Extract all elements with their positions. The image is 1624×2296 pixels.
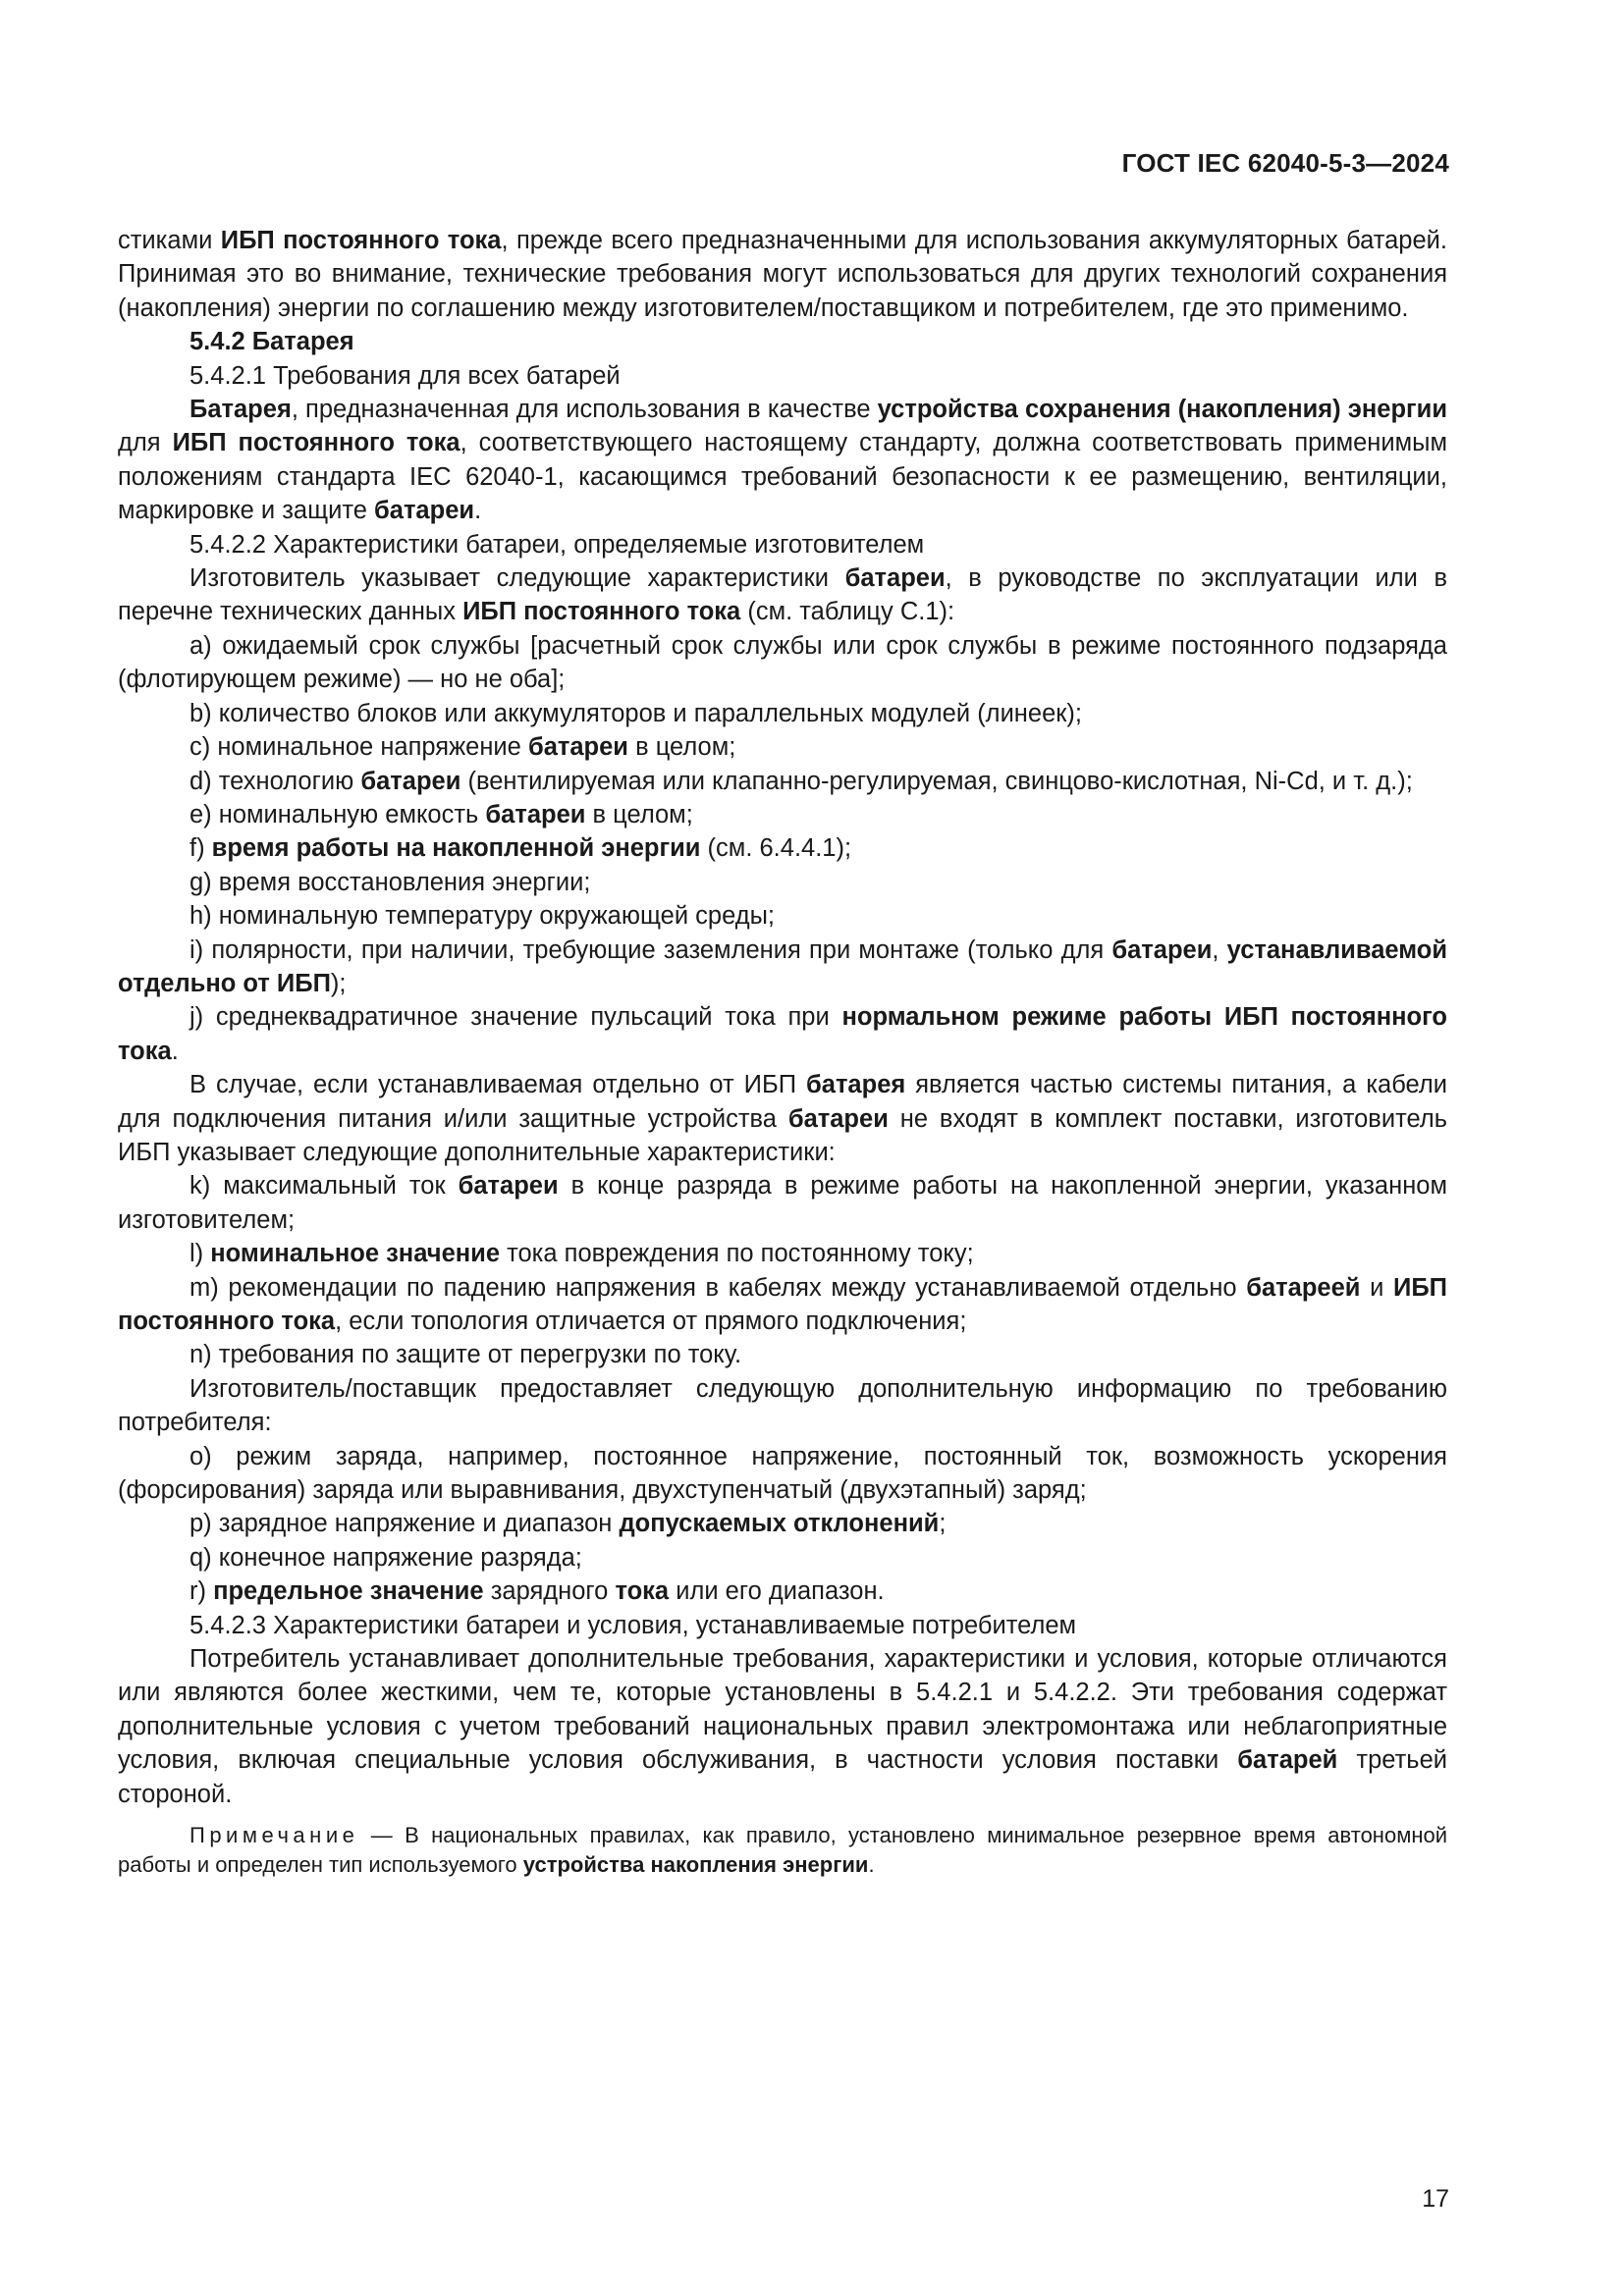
list-item-j: j) среднеквадратичное значение пульсаций тока при нормальном режиме работы ИБП постоянного тока.	[118, 1003, 1447, 1065]
subsection-heading-5-4-2-3: 5.4.2.3 Характеристики батареи и условия, устанавливаемые потребителем	[189, 1611, 1077, 1639]
note-label: Примечание	[189, 1823, 359, 1848]
subsection-heading-5-4-2-1: 5.4.2.1 Требования для всех батарей	[189, 361, 621, 390]
list-item-l: l) номинальное значение тока повреждения по постоянному току;	[189, 1240, 974, 1268]
paragraph-battery-requirements: Батарея, предназначенная для использования в качестве устройства сохранения (накопления) энергии для ИБП постоянного тока, соответствующего настоящему стандарту, должна соответствовать применимым положениям стандарта IEC 62040-1, касающимся требований безопасности к ее размещению, вентиляции, маркировке и защите батареи.	[118, 396, 1448, 525]
list-item-m: m) рекомендации по падению напряжения в кабелях между устанавливаемой отдельно батареей и ИБП постоянного тока, если топология отличается от прямого подключения;	[118, 1273, 1447, 1335]
list-item-d: d) технологию батареи (вентилируемая или клапанно-регулируемая, свинцово-кислотная, Ni-Cd, и т. д.);	[189, 767, 1413, 795]
document-body	[118, 224, 1447, 1880]
list-item-r: r) предельное значение зарядного тока или его диапазон.	[189, 1577, 885, 1606]
list-item-f: f) время работы на накопленной энергии (см. 6.4.4.1);	[189, 834, 852, 863]
list-item-h: h) номинальную температуру окружающей среды;	[189, 902, 776, 931]
paragraph-consumer-requirements: Потребитель устанавливает дополнительные требования, характеристики и условия, которые отличаются или являются более жесткими, чем те, которые установлены в 5.4.2.1 и 5.4.2.2. Эти требования содержат дополнительные условия с учетом требований национальных правил электромонтажа или неблагоприятные условия, включая специальные условия обслуживания, в частности условия поставки батарей третьей стороной.	[118, 1645, 1448, 1808]
list-item-q: q) конечное напряжение разряда;	[189, 1543, 582, 1572]
page-number: 17	[1422, 2185, 1449, 2213]
list-item-c: c) номинальное напряжение батареи в целом;	[189, 733, 736, 762]
list-item-n: n) требования по защите от перегрузки по току.	[189, 1341, 742, 1369]
paragraph-separate-battery: В случае, если устанавливаемая отдельно от ИБП батарея является частью системы питания, а кабели для подключения питания и/или защитные устройства батареи не входят в комплект поставки, изготовитель ИБП указывает следующие дополнительные характеристики:	[118, 1071, 1447, 1166]
list-item-k: k) максимальный ток батареи в конце разряда в режиме работы на накопленной энергии, указанном изготовителем;	[118, 1172, 1447, 1234]
note: Примечание — В национальных правилах, как правило, установлено минимальное резервное время автономной работы и определен тип используемого устройства накопления энергии.	[118, 1823, 1447, 1878]
paragraph-continuation: стиками ИБП постоянного тока, прежде всего предназначенными для использования аккумуляторных батарей. Принимая это во внимание, технические требования могут использоваться для других технологий сохранения (накопления) энергии по соглашению между изготовителем/поставщиком и потребителем, где это применимо.	[118, 227, 1448, 322]
list-item-p: р) зарядное напряжение и диапазон допускаемых отклонений;	[189, 1510, 947, 1538]
paragraph-manufacturer-characteristics: Изготовитель указывает следующие характеристики батареи, в руководстве по эксплуатации или в перечне технических данных ИБП постоянного тока (см. таблицу С.1):	[118, 564, 1447, 626]
list-item-g: g) время восстановления энергии;	[189, 868, 591, 896]
paragraph-additional-info: Изготовитель/поставщик предоставляет следующую дополнительную информацию по требованию потребителя:	[118, 1374, 1447, 1437]
subsection-heading-5-4-2-2: 5.4.2.2 Характеристики батареи, определяемые изготовителем	[189, 530, 925, 559]
list-item-o: о) режим заряда, например, постоянное напряжение, постоянный ток, возможность ускорения (форсирования) заряда или выравнивания, двухступенчатый (двухэтапный) заряд;	[118, 1442, 1447, 1505]
list-item-a: а) ожидаемый срок службы [расчетный срок службы или срок службы в режиме постоянного подзаряда (флотирующем режиме) — но не оба];	[118, 631, 1447, 694]
list-item-b: b) количество блоков или аккумуляторов и параллельных модулей (линеек);	[189, 699, 1082, 727]
section-heading-5-4-2: 5.4.2 Батарея	[189, 328, 354, 356]
standard-header: ГОСТ IEC 62040-5-3—2024	[1121, 148, 1449, 178]
list-item-e: e) номинальную емкость батареи в целом;	[189, 800, 693, 828]
list-item-i: i) полярности, при наличии, требующие заземления при монтаже (только для батареи, устанавливаемой отдельно от ИБП);	[118, 935, 1448, 997]
